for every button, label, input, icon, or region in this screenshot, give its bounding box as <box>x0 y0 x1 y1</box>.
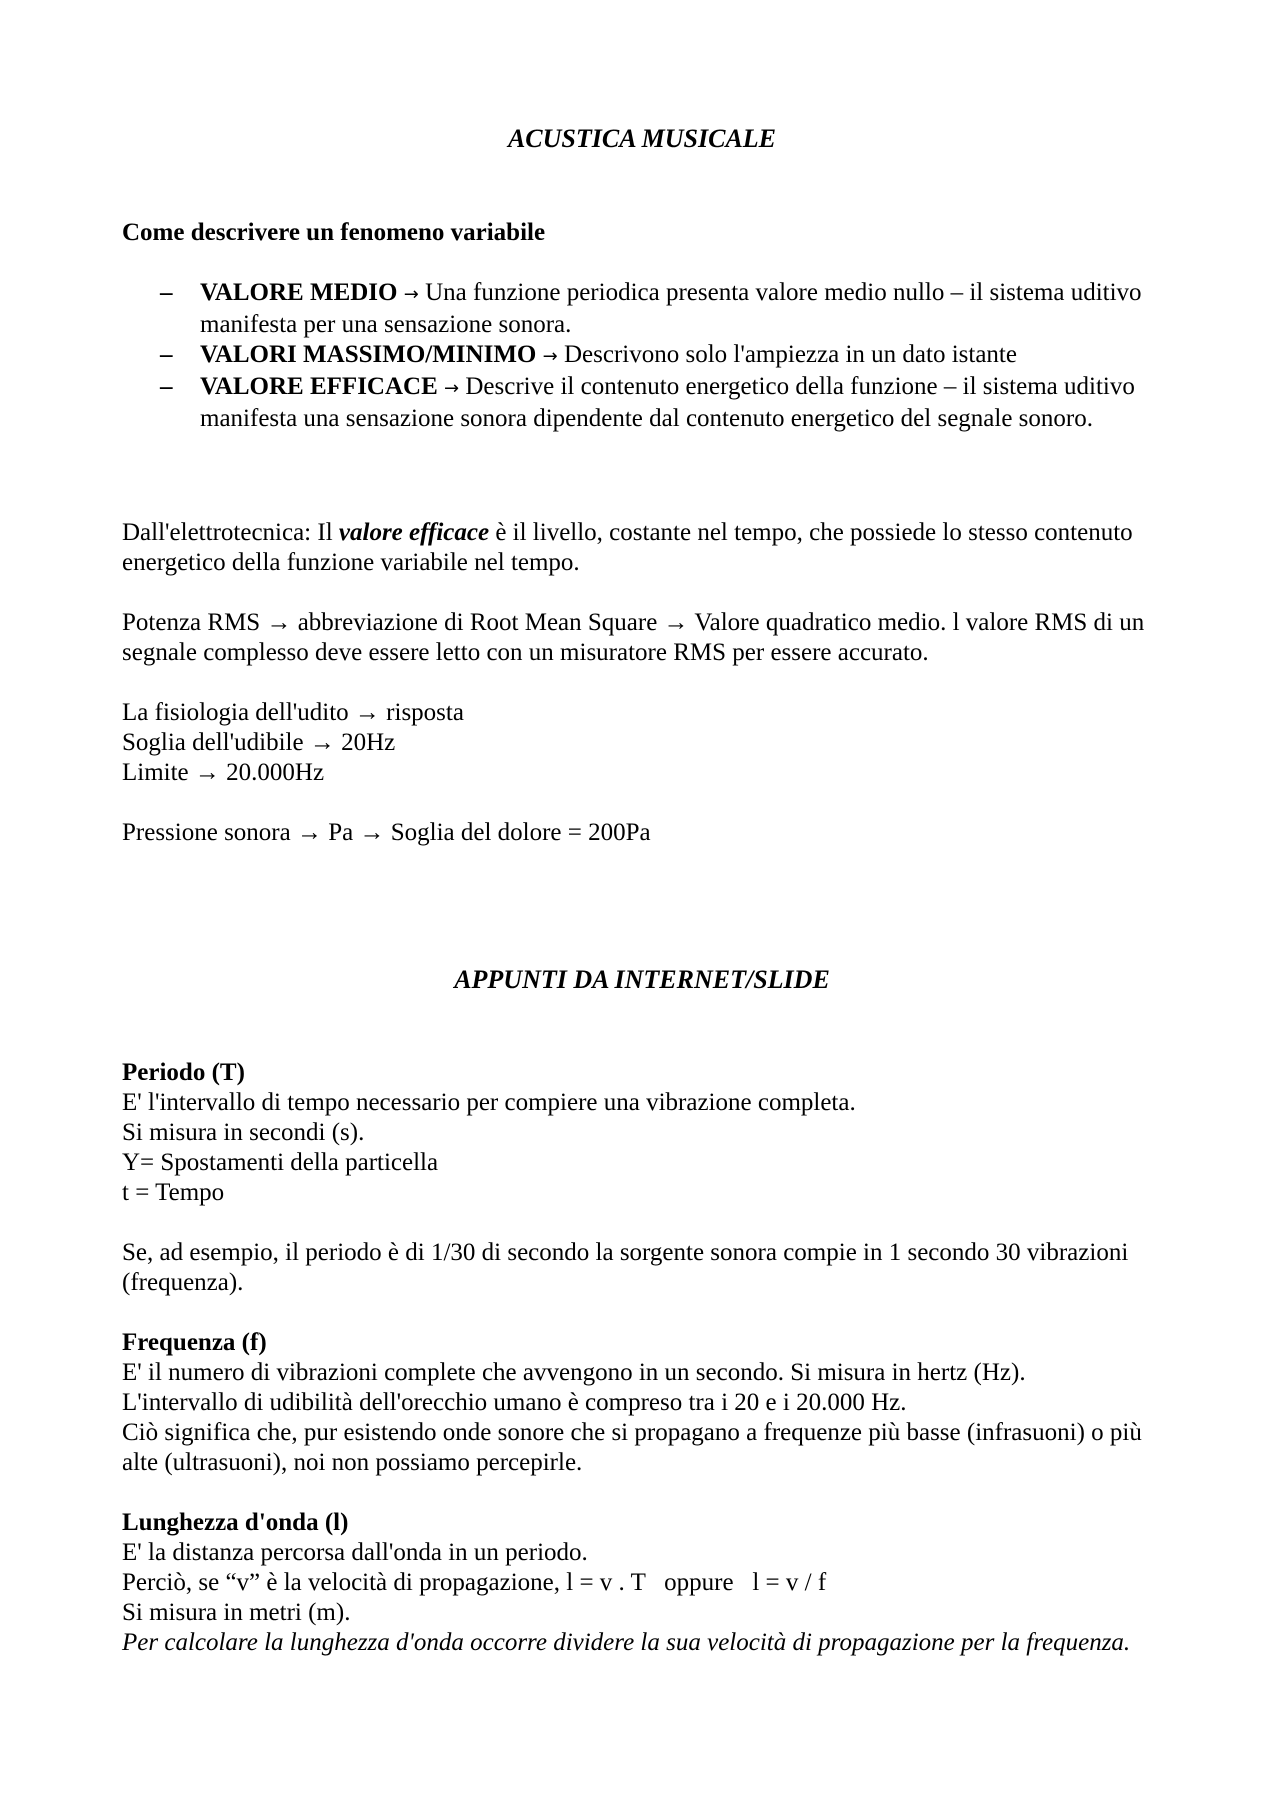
heading-text: Come descrivere un fenomeno variabile <box>122 219 546 246</box>
bullet-term: VALORE MEDIO <box>200 279 398 306</box>
document-title: ACUSTICA MUSICALE <box>507 124 777 153</box>
bullet-text: Descrive il contenuto energetico della funzione – il sistema uditivo manifesta una sensazione sonora dipendente dal contenuto energetico del segnale sonoro. <box>200 373 1135 432</box>
line-text: Si misura in metri (m). <box>122 1599 351 1626</box>
paragraph-pressione <box>122 818 1162 848</box>
bullet-term: VALORI MASSIMO/MINIMO <box>200 341 537 368</box>
line-text: Si misura in secondi (s). <box>122 1119 365 1146</box>
line-text: Pressione sonora → Pa → Soglia del dolore = 200Pa <box>122 819 651 846</box>
section-heading-fenomeno <box>122 218 1162 248</box>
values-list <box>122 278 1162 434</box>
dash-bullet: – <box>160 341 173 368</box>
line-text: t = Tempo <box>122 1179 225 1206</box>
paragraph-text: Potenza RMS → abbreviazione di Root Mean Square → Valore quadratico medio. l valore RMS di un segnale complesso deve essere letto con un misuratore RMS per essere accurato. <box>122 609 1145 666</box>
emphasis-text: valore efficace <box>338 519 490 546</box>
bullet-text: Descrivono solo l'ampiezza in un dato istante <box>563 341 1017 368</box>
paragraph-text: Se, ad esempio, il periodo è di 1/30 di secondo la sorgente sonora compie in 1 secondo 30 vibrazioni (frequenza). <box>122 1239 1129 1296</box>
bullet-term: VALORE EFFICACE <box>200 373 438 400</box>
line-text: E' l'intervallo di tempo necessario per compiere una vibrazione completa. <box>122 1089 856 1116</box>
arrow-glyph: → <box>403 284 419 305</box>
section-frequenza <box>122 1328 1162 1478</box>
line-text: Y= Spostamenti della particella <box>122 1149 439 1176</box>
paragraph-text <box>122 518 1162 578</box>
line-text: Limite → 20.000Hz <box>122 759 325 786</box>
arrow-glyph: → <box>542 346 558 367</box>
line-text: La fisiologia dell'udito → risposta <box>122 699 464 726</box>
text-post: è il livello, costante nel tempo, che possiede lo stesso contenuto energetico della funzione variabile nel tempo. <box>122 519 1133 576</box>
heading-text: Periodo (T) <box>122 1059 245 1086</box>
paragraph-elettrotecnica <box>122 518 1162 578</box>
heading-text: Frequenza (f) <box>122 1329 267 1356</box>
arrow-glyph: → <box>444 378 460 399</box>
section-title-appunti: APPUNTI DA INTERNET/SLIDE <box>454 965 830 994</box>
bullet-text: Una funzione periodica presenta valore medio nullo – il sistema uditivo manifesta per una sensazione sonora. <box>200 279 1142 338</box>
line-text: E' la distanza percorsa dall'onda in un periodo. <box>122 1539 588 1566</box>
list-item <box>122 340 1162 372</box>
section-lunghezza <box>122 1508 1162 1658</box>
line-text: Perciò, se “v” è la velocità di propagazione, l = v . T oppure l = v / f <box>122 1569 827 1596</box>
dash-bullet: – <box>160 373 173 400</box>
text-pre: Dall'elettrotecnica: Il <box>122 519 339 546</box>
paragraph-periodo-example <box>122 1238 1162 1298</box>
section-periodo <box>122 1058 1162 1208</box>
line-text: Soglia dell'udibile → 20Hz <box>122 729 396 756</box>
line-text: Ciò significa che, pur esistendo onde sonore che si propagano a frequenze più basse (infrasuoni) o più alte (ultrasuoni), noi non possiamo percepirle. <box>122 1419 1142 1476</box>
heading-text: Lunghezza d'onda (l) <box>122 1509 349 1536</box>
dash-bullet: – <box>160 279 173 306</box>
line-text: L'intervallo di udibilità dell'orecchio umano è compreso tra i 20 e i 20.000 Hz. <box>122 1389 907 1416</box>
paragraph-fisiologia <box>122 698 1162 788</box>
paragraph-rms <box>122 608 1162 668</box>
italic-note: Per calcolare la lunghezza d'onda occorre dividere la sua velocità di propagazione per la frequenza. <box>122 1629 1131 1656</box>
list-item <box>122 278 1162 340</box>
list-item <box>122 372 1162 434</box>
line-text: E' il numero di vibrazioni complete che avvengono in un secondo. Si misura in hertz (Hz). <box>122 1359 1026 1386</box>
